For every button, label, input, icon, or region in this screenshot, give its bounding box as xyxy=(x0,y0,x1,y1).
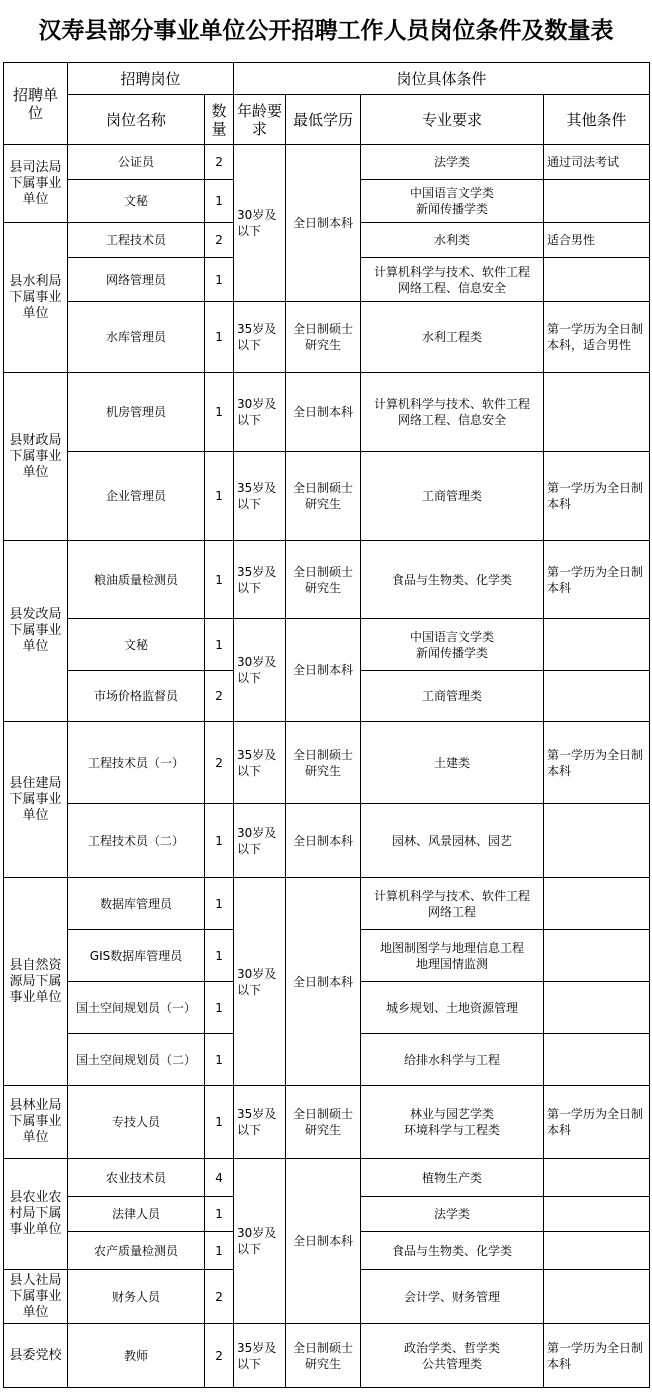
position-name-cell: 财务人员 xyxy=(68,1270,205,1324)
position-name-cell: 法律人员 xyxy=(68,1197,205,1232)
count-cell: 1 xyxy=(205,878,234,930)
age-cell: 30岁及以下 xyxy=(234,804,286,878)
count-cell: 2 xyxy=(205,145,234,180)
table-row xyxy=(4,1159,650,1197)
count-cell: 1 xyxy=(205,982,234,1034)
major-cell: 工商管理类 xyxy=(361,452,544,541)
table-row xyxy=(4,1086,650,1159)
unit-cell: 县林业局下属事业单位 xyxy=(4,1086,68,1159)
count-cell: 2 xyxy=(205,1270,234,1324)
count-cell: 1 xyxy=(205,373,234,452)
other-cell xyxy=(544,258,650,302)
count-cell: 1 xyxy=(205,930,234,982)
age-cell: 30岁及以下 xyxy=(234,619,286,722)
unit-cell: 县财政局下属事业单位 xyxy=(4,373,68,541)
major-cell: 法学类 xyxy=(361,145,544,180)
header-major: 专业要求 xyxy=(361,95,544,145)
count-cell: 1 xyxy=(205,541,234,619)
other-cell: 通过司法考试 xyxy=(544,145,650,180)
other-cell xyxy=(544,1159,650,1197)
age-cell: 35岁及以下 xyxy=(234,452,286,541)
age-cell: 30岁及以下 xyxy=(234,373,286,452)
position-name-cell: 网络管理员 xyxy=(68,258,205,302)
table-row xyxy=(4,541,650,619)
education-cell: 全日制本科 xyxy=(286,1159,361,1324)
age-cell: 30岁及以下 xyxy=(234,1159,286,1324)
major-cell: 工商管理类 xyxy=(361,671,544,722)
education-cell: 全日制硕士研究生 xyxy=(286,452,361,541)
age-cell: 35岁及以下 xyxy=(234,541,286,619)
unit-cell: 县自然资源局下属事业单位 xyxy=(4,878,68,1086)
header-age: 年龄要求 xyxy=(234,95,286,145)
major-cell: 给排水科学与工程 xyxy=(361,1034,544,1086)
position-name-cell: 文秘 xyxy=(68,619,205,671)
major-cell: 水利类 xyxy=(361,223,544,258)
count-cell: 1 xyxy=(205,452,234,541)
position-name-cell: 工程技术员（二） xyxy=(68,804,205,878)
education-cell: 全日制本科 xyxy=(286,619,361,722)
other-cell xyxy=(544,1197,650,1232)
education-cell: 全日制本科 xyxy=(286,804,361,878)
age-cell: 35岁及以下 xyxy=(234,302,286,373)
age-cell: 35岁及以下 xyxy=(234,722,286,804)
other-cell xyxy=(544,619,650,671)
position-name-cell: 公证员 xyxy=(68,145,205,180)
unit-cell: 县住建局下属事业单位 xyxy=(4,722,68,878)
count-cell: 1 xyxy=(205,180,234,223)
table-row xyxy=(4,619,650,671)
header-position-group: 招聘岗位 xyxy=(68,63,234,95)
position-name-cell: 文秘 xyxy=(68,180,205,223)
other-cell: 第一学历为全日制本科 xyxy=(544,541,650,619)
table-row xyxy=(4,878,650,930)
count-cell: 1 xyxy=(205,1086,234,1159)
position-name-cell: 教师 xyxy=(68,1324,205,1388)
major-cell: 食品与生物类、化学类 xyxy=(361,1232,544,1270)
count-cell: 1 xyxy=(205,258,234,302)
major-cell: 城乡规划、土地资源管理 xyxy=(361,982,544,1034)
count-cell: 2 xyxy=(205,722,234,804)
count-cell: 2 xyxy=(205,223,234,258)
header-unit: 招聘单位 xyxy=(4,63,68,145)
position-name-cell: GIS数据库管理员 xyxy=(68,930,205,982)
table-row xyxy=(4,1324,650,1388)
header-count: 数量 xyxy=(205,95,234,145)
other-cell xyxy=(544,930,650,982)
education-cell: 全日制本科 xyxy=(286,878,361,1086)
position-name-cell: 粮油质量检测员 xyxy=(68,541,205,619)
position-name-cell: 农业技术员 xyxy=(68,1159,205,1197)
major-cell: 政治学类、哲学类 公共管理类 xyxy=(361,1324,544,1388)
count-cell: 1 xyxy=(205,1232,234,1270)
position-name-cell: 企业管理员 xyxy=(68,452,205,541)
other-cell: 适合男性 xyxy=(544,223,650,258)
count-cell: 2 xyxy=(205,671,234,722)
other-cell xyxy=(544,180,650,223)
other-cell xyxy=(544,671,650,722)
count-cell: 2 xyxy=(205,1324,234,1388)
other-cell xyxy=(544,804,650,878)
major-cell: 计算机科学与技术、软件工程 网络工程、信息安全 xyxy=(361,373,544,452)
position-name-cell: 农产质量检测员 xyxy=(68,1232,205,1270)
position-name-cell: 市场价格监督员 xyxy=(68,671,205,722)
other-cell: 第一学历为全日制本科，适合男性 xyxy=(544,302,650,373)
other-cell: 第一学历为全日制本科 xyxy=(544,722,650,804)
position-name-cell: 国土空间规划员（一） xyxy=(68,982,205,1034)
table-row xyxy=(4,804,650,878)
count-cell: 1 xyxy=(205,302,234,373)
other-cell: 第一学历为全日制本科 xyxy=(544,1324,650,1388)
unit-cell: 县水利局下属事业单位 xyxy=(4,223,68,373)
count-cell: 1 xyxy=(205,1034,234,1086)
major-cell: 园林、风景园林、园艺 xyxy=(361,804,544,878)
major-cell: 土建类 xyxy=(361,722,544,804)
position-name-cell: 工程技术员 xyxy=(68,223,205,258)
header-other: 其他条件 xyxy=(544,95,650,145)
major-cell: 中国语言文学类 新闻传播学类 xyxy=(361,180,544,223)
age-cell: 30岁及以下 xyxy=(234,878,286,1086)
major-cell: 林业与园艺学类 环境科学与工程类 xyxy=(361,1086,544,1159)
age-cell: 35岁及以下 xyxy=(234,1324,286,1388)
major-cell: 法学类 xyxy=(361,1197,544,1232)
age-cell: 35岁及以下 xyxy=(234,1086,286,1159)
other-cell xyxy=(544,982,650,1034)
unit-cell: 县人社局下属事业单位 xyxy=(4,1270,68,1324)
table-row xyxy=(4,145,650,180)
unit-cell: 县发改局下属事业单位 xyxy=(4,541,68,722)
major-cell: 地图制图学与地理信息工程 地理国情监测 xyxy=(361,930,544,982)
unit-cell: 县委党校 xyxy=(4,1324,68,1388)
count-cell: 1 xyxy=(205,804,234,878)
recruitment-table xyxy=(3,62,650,1388)
major-cell: 计算机科学与技术、软件工程 网络工程 xyxy=(361,878,544,930)
table-row xyxy=(4,452,650,541)
age-cell: 30岁及以下 xyxy=(234,145,286,302)
table-row xyxy=(4,373,650,452)
education-cell: 全日制硕士研究生 xyxy=(286,1324,361,1388)
education-cell: 全日制硕士研究生 xyxy=(286,541,361,619)
education-cell: 全日制硕士研究生 xyxy=(286,302,361,373)
major-cell: 计算机科学与技术、软件工程 网络工程、信息安全 xyxy=(361,258,544,302)
other-cell xyxy=(544,373,650,452)
position-name-cell: 水库管理员 xyxy=(68,302,205,373)
page-title: 汉寿县部分事业单位公开招聘工作人员岗位条件及数量表 xyxy=(38,17,614,44)
table-row xyxy=(4,302,650,373)
major-cell: 中国语言文学类 新闻传播学类 xyxy=(361,619,544,671)
other-cell xyxy=(544,878,650,930)
unit-cell: 县司法局下属事业单位 xyxy=(4,145,68,223)
count-cell: 1 xyxy=(205,619,234,671)
header-position-name: 岗位名称 xyxy=(68,95,205,145)
position-name-cell: 专技人员 xyxy=(68,1086,205,1159)
other-cell: 第一学历为全日制本科 xyxy=(544,1086,650,1159)
position-name-cell: 工程技术员（一） xyxy=(68,722,205,804)
major-cell: 会计学、财务管理 xyxy=(361,1270,544,1324)
position-name-cell: 数据库管理员 xyxy=(68,878,205,930)
table-row xyxy=(4,722,650,804)
header-conditions-group: 岗位具体条件 xyxy=(234,63,650,95)
position-name-cell: 国土空间规划员（二） xyxy=(68,1034,205,1086)
major-cell: 水利工程类 xyxy=(361,302,544,373)
education-cell: 全日制硕士研究生 xyxy=(286,722,361,804)
other-cell: 第一学历为全日制本科 xyxy=(544,452,650,541)
count-cell: 1 xyxy=(205,1197,234,1232)
unit-cell: 县农业农村局下属事业单位 xyxy=(4,1159,68,1270)
education-cell: 全日制硕士研究生 xyxy=(286,1086,361,1159)
count-cell: 4 xyxy=(205,1159,234,1197)
header-education: 最低学历 xyxy=(286,95,361,145)
major-cell: 食品与生物类、化学类 xyxy=(361,541,544,619)
other-cell xyxy=(544,1232,650,1270)
major-cell: 植物生产类 xyxy=(361,1159,544,1197)
education-cell: 全日制本科 xyxy=(286,373,361,452)
position-name-cell: 机房管理员 xyxy=(68,373,205,452)
other-cell xyxy=(544,1270,650,1324)
other-cell xyxy=(544,1034,650,1086)
education-cell: 全日制本科 xyxy=(286,145,361,302)
